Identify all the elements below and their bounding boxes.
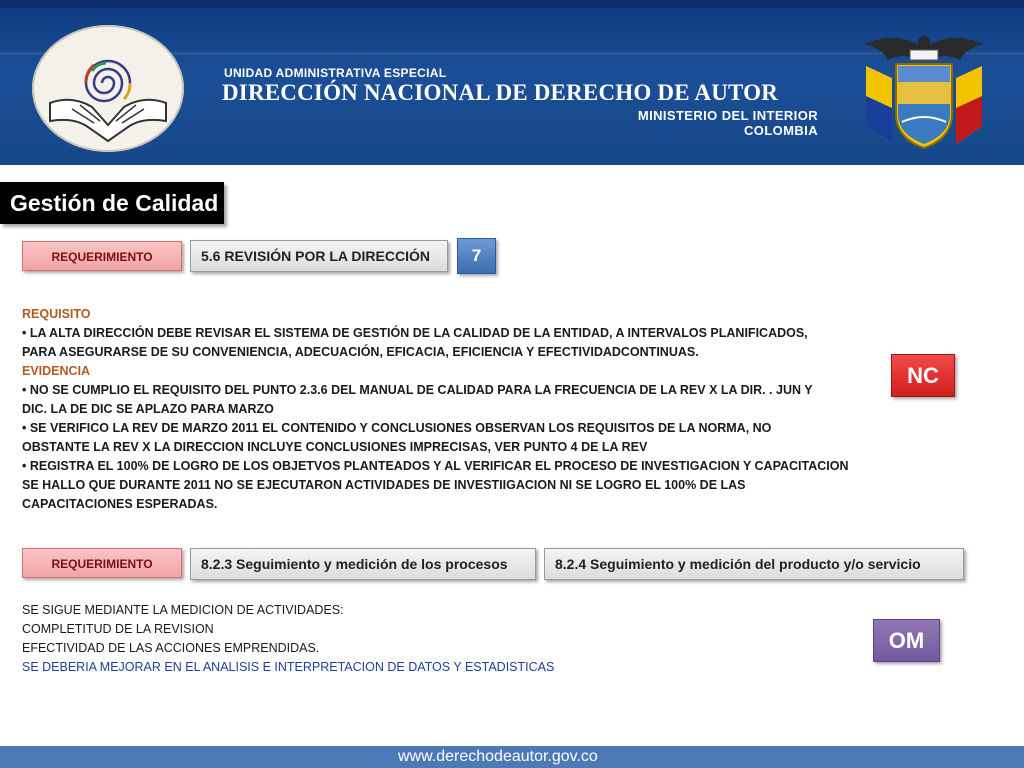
clause-box-8-2-4: 8.2.4 Seguimiento y medición del producto y/o servicio (544, 548, 964, 580)
ministry-label (638, 108, 818, 138)
text-line: • SE VERIFICO LA REV DE MARZO 2011 EL CONTENIDO Y CONCLUSIONES OBSERVAN LOS REQUISITOS DE LA NORMA, NO (22, 421, 772, 435)
text-line: • NO SE CUMPLIO EL REQUISITO DEL PUNTO 2.3.6 DEL MANUAL DE CALIDAD PARA LA FRECUENCIA DE LA REV X LA DIR. . JUN Y (22, 383, 813, 397)
text-line: EFECTIVIDAD DE LAS ACCIONES EMPRENDIDAS. (22, 641, 320, 655)
requerimiento-tag-1: REQUERIMIENTO (22, 241, 182, 271)
clause-box-5-6: 5.6 REVISIÓN POR LA DIRECCIÓN (190, 240, 448, 272)
text-line: EVIDENCIA (22, 364, 91, 378)
org-name: DIRECCIÓN NACIONAL DE DERECHO DE AUTOR (222, 80, 779, 105)
website-link[interactable]: www.derechodeautor.gov.co (398, 748, 598, 765)
text-line: SE SIGUE MEDIANTE LA MEDICION DE ACTIVIDADES: (22, 603, 344, 617)
text-line: COMPLETITUD DE LA REVISION (22, 622, 214, 636)
text-line: REQUISITO (22, 307, 91, 321)
clause-box-8-2-3: 8.2.3 Seguimiento y medición de los procesos (190, 548, 536, 580)
text-line: OBSTANTE LA REV X LA DIRECCION INCLUYE CONCLUSIONES IMPRECISAS, VER PUNTO 4 DE LA REV (22, 440, 648, 454)
text-line: SE DEBERIA MEJORAR EN EL ANALISIS E INTERPRETACION DE DATOS Y ESTADISTICAS (22, 660, 555, 674)
text-line: • LA ALTA DIRECCIÓN DEBE REVISAR EL SISTEMA DE GESTIÓN DE LA CALIDAD DE LA ENTIDAD, A INTERVALOS PLANIFICADOS, (22, 326, 808, 340)
text-line: SE HALLO QUE DURANTE 2011 NO SE EJECUTARON ACTIVIDADES DE INVESTIIGACION NI SE LOGRO EL 100% DE LAS (22, 478, 746, 492)
ministry-line-2: COLOMBIA (744, 123, 818, 138)
om-badge: OM (873, 619, 940, 662)
text-line: • REGISTRA EL 100% DE LOGRO DE LOS OBJETVOS PLANTEADOS Y AL VERIFICAR EL PROCESO DE INVESTIGACION Y CAPACITACION (22, 459, 849, 473)
nc-badge: NC (891, 354, 955, 397)
header-banner (0, 0, 1024, 165)
text-line: CAPACITACIONES ESPERADAS. (22, 497, 218, 511)
ministry-line-1: MINISTERIO DEL INTERIOR (637, 108, 818, 123)
dnda-logo (32, 25, 184, 152)
org-title-block (222, 64, 822, 144)
coat-of-arms-icon (858, 26, 990, 156)
observation-text-block (22, 601, 722, 677)
footer-bar (0, 746, 1024, 768)
requerimiento-tag-2: REQUERIMIENTO (22, 548, 182, 578)
hands-spiral-icon (32, 25, 184, 152)
text-line: DIC. LA DE DIC SE APLAZO PARA MARZO (22, 402, 274, 416)
requirement-number-badge: 7 (457, 238, 496, 274)
requirement-text-block (22, 305, 882, 514)
page-title: Gestión de Calidad (0, 182, 224, 224)
org-subtitle: UNIDAD ADMINISTRATIVA ESPECIAL (224, 66, 447, 80)
text-line: PARA ASEGURARSE DE SU CONVENIENCIA, ADECUACIÓN, EFICACIA, EFICIENCIA Y EFECTIVIDADCONTINUAS. (22, 345, 699, 359)
